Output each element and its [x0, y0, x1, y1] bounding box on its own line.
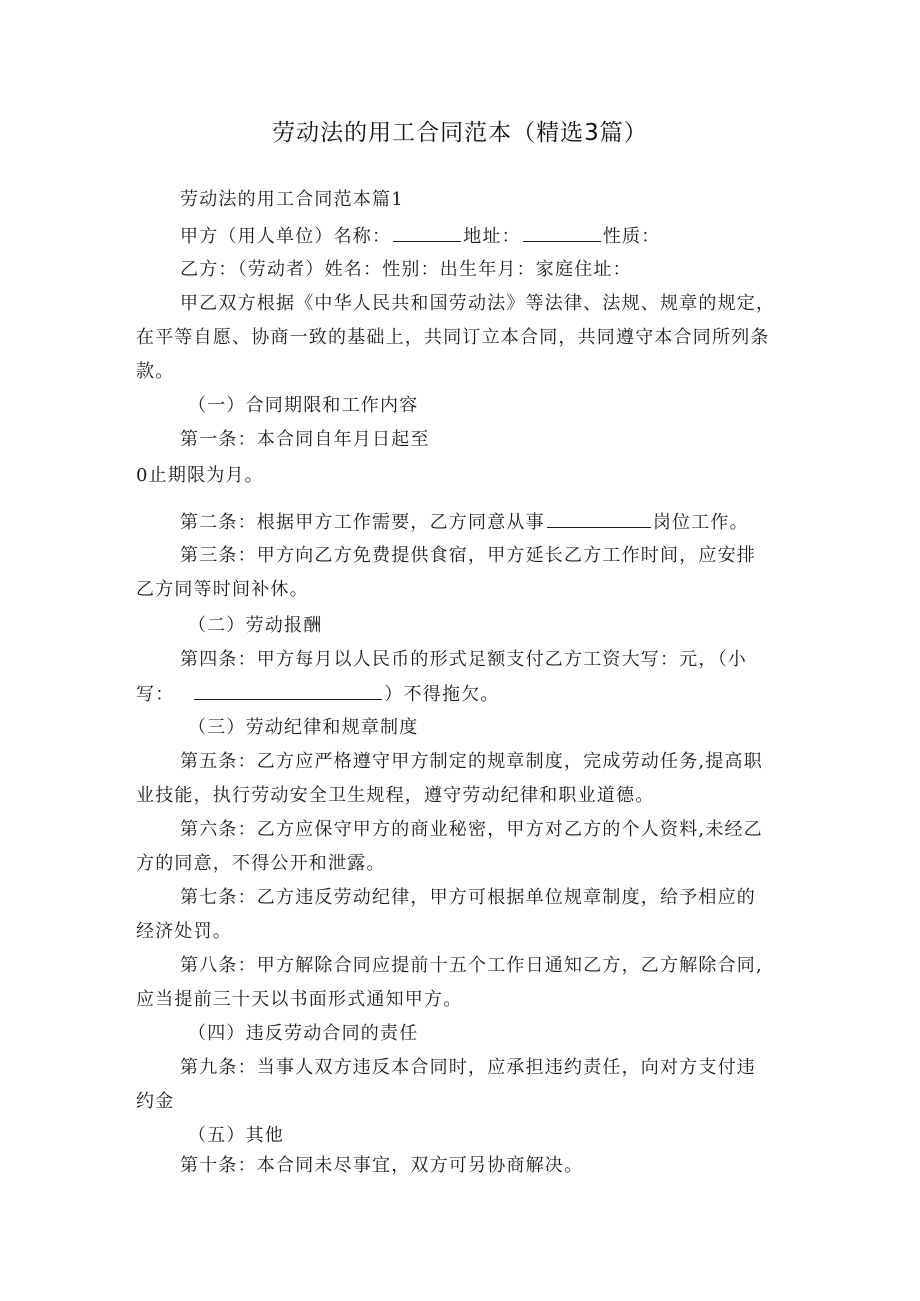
preamble-line-3: 款。	[136, 361, 175, 382]
preamble-line-1: 甲乙双方根据《中华人民共和国劳动法》等法律、法规、规章的规定，	[180, 293, 776, 314]
article-6-line-1: 第六条：乙方应保守甲方的商业秘密，甲方对乙方的个人资料,未经乙	[180, 819, 763, 840]
party-a-line	[180, 224, 660, 249]
article-4-line-1: 第四条：甲方每月以人民币的形式足额支付乙方工资大写：元，（小	[180, 649, 747, 670]
section-heading-2: （二）劳动报酬	[188, 615, 323, 636]
section-heading-4: （四）违反劳动合同的责任	[188, 1023, 419, 1044]
party-a-nature-label: 性质：	[602, 226, 661, 247]
section-heading-1: （一）合同期限和工作内容	[188, 395, 419, 416]
article-3-line-1: 第三条：甲方向乙方免费提供食宿，甲方延长乙方工作时间，应安排	[180, 545, 756, 566]
article-4-text: 写：	[136, 684, 175, 705]
article-10: 第十条：本合同未尽事宜，双方可另协商解决。	[180, 1155, 584, 1176]
article-2-text-end: 岗位工作。	[652, 512, 749, 533]
article-9-line-1: 第九条：当事人双方违反本合同时，应承担违约责任，向对方支付违	[180, 1057, 756, 1078]
article-4-text-end: ）不得拖欠。	[384, 684, 500, 705]
article-9-line-2: 约金	[136, 1091, 175, 1112]
article-7-line-2: 经济处罚。	[136, 921, 232, 942]
article-5-line-2: 业技能，执行劳动安全卫生规程，遵守劳动纪律和职业道德。	[136, 785, 655, 806]
party-b-line: 乙方：（劳动者）姓名：性别：出生年月：家庭住址：	[180, 259, 632, 280]
party-a-address-blank	[523, 224, 601, 242]
article-4-line-2	[136, 682, 500, 707]
article-7-line-1: 第七条：乙方违反劳动纪律，甲方可根据单位规章制度，给予相应的	[180, 887, 756, 908]
article-2	[180, 510, 749, 535]
contract-subtitle: 劳动法的用工合同范本篇1	[180, 189, 404, 210]
article-8-line-2: 应当提前三十天以书面形式通知甲方。	[136, 989, 463, 1010]
article-2-text: 第二条：根据甲方工作需要，乙方同意从事	[180, 512, 545, 533]
preamble-line-2: 在平等自愿、协商一致的基础上，共同订立本合同，共同遵守本合同所列条	[136, 327, 770, 348]
document-title: 劳动法的用工合同范本（精选3篇）	[272, 120, 648, 146]
section-heading-3: （三）劳动纪律和规章制度	[188, 717, 419, 738]
party-a-name-label: 甲方（用人单位）名称：	[180, 226, 392, 247]
section-heading-5: （五）其他	[188, 1125, 284, 1146]
article-3-line-2: 乙方同等时间补休。	[136, 579, 309, 600]
article-5-line-1: 第五条：乙方应严格遵守甲方制定的规章制度，完成劳动任务,提高职	[180, 751, 763, 772]
party-a-name-blank	[393, 224, 461, 242]
article-2-blank	[547, 510, 651, 528]
party-a-address-label: 地址：	[463, 226, 521, 247]
article-6-line-2: 方的同意，不得公开和泄露。	[136, 853, 386, 874]
article-4-blank	[194, 682, 382, 700]
article-1-line-2: 0止期限为月。	[136, 465, 264, 486]
article-1-line-1: 第一条：本合同自年月日起至	[180, 429, 430, 450]
article-8-line-1: 第八条：甲方解除合同应提前十五个工作日通知乙方，乙方解除合同,	[180, 955, 763, 976]
